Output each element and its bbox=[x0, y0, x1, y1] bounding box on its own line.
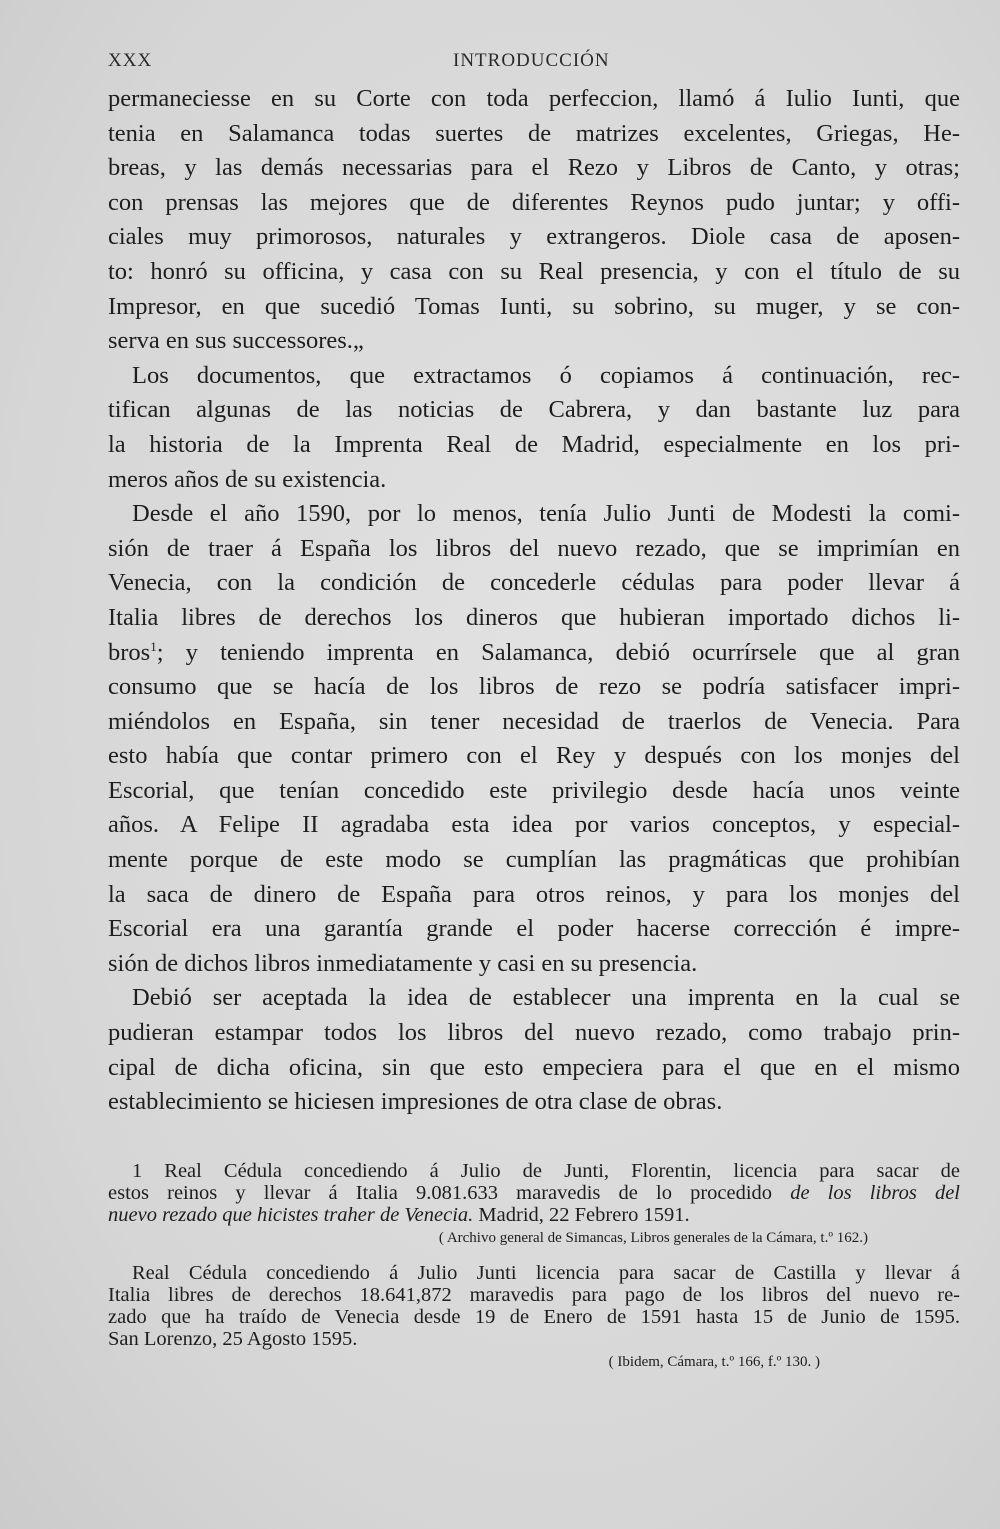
text-line: sión de traer á España los libros del nuevo rezado, que se imprimían en bbox=[108, 534, 960, 562]
text-line: tifican algunas de las noticias de Cabrera, y dan bastante luz para bbox=[108, 396, 960, 424]
paragraph-2 bbox=[108, 359, 960, 497]
text-line: Escorial, que tenían concedido este privilegio desde hacía unos veinte bbox=[108, 776, 960, 804]
paragraph-3 bbox=[108, 497, 960, 981]
footnote-line: 1 Real Cédula concediendo á Julio de Junti, Florentin, licencia para sacar de bbox=[132, 1160, 960, 1182]
text-line: años. A Felipe II agradaba esta idea por varios conceptos, y especial- bbox=[108, 811, 960, 839]
text-line: Venecia, con la condición de concederle cédulas para poder llevar á bbox=[108, 569, 960, 597]
footnote-reference: 1 bbox=[150, 638, 157, 654]
text-line: Italia libres de derechos los dineros que hubieran importado dichos li- bbox=[108, 603, 960, 631]
text-line: tenia en Salamanca todas suertes de matrizes excelentes, Griegas, He- bbox=[108, 119, 960, 147]
paragraph-4 bbox=[108, 981, 960, 1119]
text-line: esto había que contar primero con el Rey y después con los monjes del bbox=[108, 742, 960, 770]
text-fragment: Madrid, 22 Febrero 1591. bbox=[473, 1204, 690, 1226]
text-line: breas, y las demás necessarias para el Rezo y Libros de Canto, y otras; bbox=[108, 154, 960, 182]
text-line: meros años de su existencia. bbox=[108, 465, 387, 493]
footnote-2 bbox=[108, 1262, 960, 1372]
italic-title: de los libros del bbox=[790, 1182, 961, 1204]
footnote-line: zado que ha traído de Venecia desde 19 de Enero de 1591 hasta 15 de Junio de 1595. bbox=[108, 1306, 960, 1328]
text-line: Los documentos, que extractamos ó copiamos á continuación, rec- bbox=[132, 361, 960, 389]
footnote-source: ( Archivo general de Simancas, Libros generales de la Cámara, t.º 162.) bbox=[438, 1230, 868, 1246]
text-line: establecimiento se hiciesen impresiones de otra clase de obras. bbox=[108, 1088, 723, 1116]
text-line: pudieran estampar todos los libros del nuevo rezado, como trabajo prin- bbox=[108, 1019, 960, 1047]
text-line: con prensas las mejores que de diferentes Reynos pudo juntar; y offi- bbox=[108, 188, 960, 216]
text-line: Desde el año 1590, por lo menos, tenía Julio Junti de Modesti la comi- bbox=[132, 500, 960, 528]
footnote-line: Real Cédula concediendo á Julio Junti licencia para sacar de Castilla y llevar á bbox=[132, 1262, 960, 1284]
italic-title: nuevo rezado que hicistes traher de Venecia. bbox=[108, 1204, 474, 1226]
text-line bbox=[108, 636, 960, 671]
footnote-source: ( Ibidem, Cámara, t.º 166, f.º 130. ) bbox=[608, 1354, 820, 1370]
running-head bbox=[108, 50, 958, 80]
text-line: la historia de la Imprenta Real de Madrid, especialmente en los pri- bbox=[108, 430, 960, 458]
text-line: Debió ser aceptada la idea de establecer una imprenta en la cual se bbox=[132, 984, 960, 1012]
text-line: serva en sus successores.„ bbox=[108, 327, 364, 355]
text-line: ciales muy primorosos, naturales y extrangeros. Diole casa de aposen- bbox=[108, 223, 960, 251]
footnote-line bbox=[108, 1204, 960, 1226]
text-line: permaneciesse en su Corte con toda perfeccion, llamó á Iulio Iunti, que bbox=[108, 85, 960, 112]
text-line: to: honró su officina, y casa con su Real presencia, y con el título de su bbox=[108, 257, 960, 285]
text-line: consumo que se hacía de los libros de rezo se podría satisfacer impri- bbox=[108, 673, 960, 701]
footnote-line bbox=[108, 1182, 960, 1204]
text-line: Impresor, en que sucedió Tomas Iunti, su sobrino, su muger, y se con- bbox=[108, 292, 960, 320]
text-line: Escorial era una garantía grande el poder hacerse corrección é impre- bbox=[108, 915, 960, 943]
text-fragment: estos reinos y llevar á Italia 9.081.633 maravedis de lo procedido bbox=[108, 1182, 791, 1204]
text-line: la saca de dinero de España para otros reinos, y para los monjes del bbox=[108, 880, 960, 908]
text-fragment: bros bbox=[108, 638, 151, 666]
footnotes bbox=[108, 1160, 960, 1386]
text-line: cipal de dicha oficina, sin que esto empeciera para el que en el mismo bbox=[108, 1053, 960, 1081]
body-text bbox=[108, 82, 960, 1120]
text-line: sión de dichos libros inmediatamente y casi en su presencia. bbox=[108, 949, 698, 977]
paragraph-1 bbox=[108, 82, 960, 359]
footnote-line: San Lorenzo, 25 Agosto 1595. bbox=[108, 1328, 358, 1350]
text-line: miéndolos en España, sin tener necesidad de traerlos de Venecia. Para bbox=[108, 707, 960, 735]
running-title: INTRODUCCIÓN bbox=[453, 50, 610, 71]
text-line: mente porque de este modo se cumplían las pragmáticas que prohibían bbox=[108, 846, 960, 874]
footnote-1 bbox=[108, 1160, 960, 1248]
page-folio: XXX bbox=[108, 50, 153, 71]
text-fragment: ; y teniendo imprenta en Salamanca, debió ocurrírsele que al gran bbox=[156, 638, 960, 666]
footnote-line: Italia libres de derechos 18.641,872 maravedis para pago de los libros del nuevo re- bbox=[108, 1284, 960, 1306]
